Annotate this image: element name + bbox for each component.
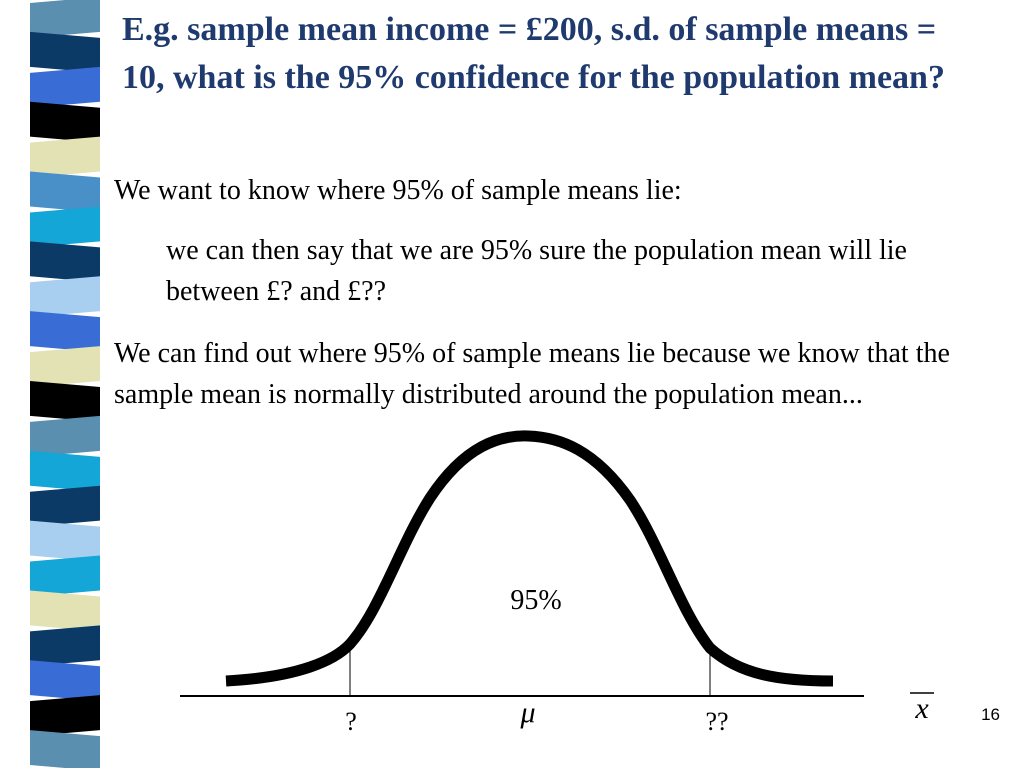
normal-curve: [226, 436, 833, 681]
paragraph-confidence-statement: we can then say that we are 95% sure the population mean will lie between £? and £??: [166, 235, 907, 307]
x-bar-label: x: [915, 692, 929, 725]
lower-bound-label: ?: [345, 707, 357, 736]
area-percentage-label: 95%: [510, 585, 562, 616]
page-number: 16: [981, 705, 1000, 724]
mean-symbol-label: μ: [520, 696, 536, 729]
upper-bound-label: ??: [705, 707, 729, 736]
paragraph-normal-distribution: We can find out where 95% of sample means lie because we know that the sample mean is normally distributed around the population mean...: [114, 338, 950, 410]
slide-title: E.g. sample mean income = £200, s.d. of sample means = 10, what is the 95% confidence for the population mean?: [122, 11, 945, 96]
paragraph-where-means-lie: We want to know where 95% of sample means lie:: [114, 175, 682, 206]
